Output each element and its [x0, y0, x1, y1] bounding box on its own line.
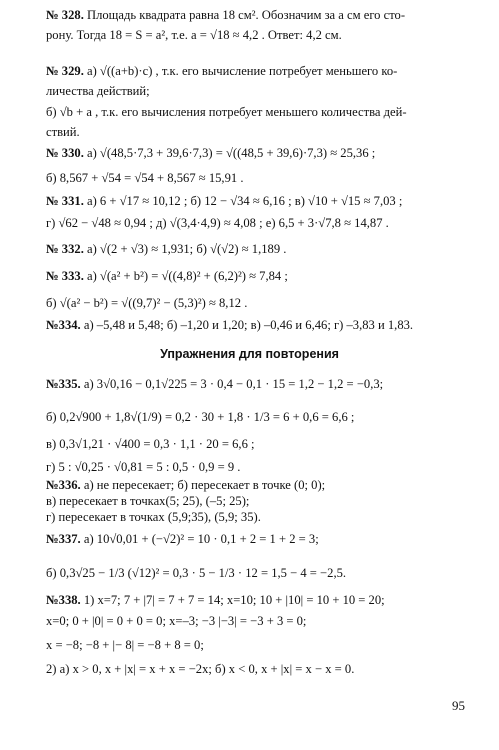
line-329-d: ствий.: [46, 125, 80, 139]
line-338-d: 2) а) x > 0, x + |x| = x + x = −2x; б) x < 0, x + |x| = x − x = 0.: [46, 662, 355, 676]
line-330-b: б) 8,567 + √54 = √54 + 8,567 ≈ 15,91 .: [46, 171, 244, 185]
line-336-c: г) пересекает в точках (5,9;35), (5,9; 35).: [46, 510, 261, 524]
section-title: Упражнения для повторения: [160, 347, 339, 361]
line-334: №334. а) –5,48 и 5,48; б) –1,20 и 1,20; в) –0,46 и 6,46; г) –3,83 и 1,83.: [46, 318, 414, 332]
line-329-a: № 329. а) √((a+b)·c) , т.к. его вычисление потребует меньшего ко-: [46, 64, 398, 78]
line-337-b: б) 0,3√25 − 1/3 (√12)² = 0,3 · 5 − 1/3 · 12 = 1,5 − 4 = −2,5.: [46, 566, 347, 580]
line-329-b: личества действий;: [46, 84, 150, 98]
line-335-b: б) 0,2√900 + 1,8√(1/9) = 0,2 · 30 + 1,8 · 1/3 = 6 + 0,6 = 6,6 ;: [46, 410, 355, 424]
line-336-b: в) пересекает в точках(5; 25), (–5; 25);: [46, 494, 250, 508]
line-328-a: № 328. Площадь квадрата равна 18 см². Обозначим за a см его сто-: [46, 8, 406, 22]
line-333-b: б) √(a² − b²) = √((9,7)² − (5,3)²) ≈ 8,12 .: [46, 296, 248, 310]
line-331-b: г) √62 − √48 ≈ 0,94 ; д) √(3,4·4,9) ≈ 4,08 ; е) 6,5 + 3·√7,8 ≈ 14,87 .: [46, 216, 389, 230]
line-335-c: в) 0,3√1,21 · √400 = 0,3 · 1,1 · 20 = 6,6 ;: [46, 437, 255, 451]
line-332: № 332. а) √(2 + √3) ≈ 1,931; б) √(√2) ≈ 1,189 .: [46, 242, 287, 256]
line-338-b: x=0; 0 + |0| = 0 + 0 = 0; x=–3; −3 |−3| = −3 + 3 = 0;: [46, 614, 307, 628]
line-335-a: №335. а) 3√0,16 − 0,1√225 = 3 · 0,4 − 0,1 · 15 = 1,2 − 1,2 = −0,3;: [46, 377, 384, 391]
line-335-d: г) 5 : √0,25 · √0,81 = 5 : 0,5 · 0,9 = 9 .: [46, 460, 241, 474]
line-336-a: №336. а) не пересекает; б) пересекает в точке (0; 0);: [46, 478, 326, 492]
line-338-a: №338. 1) x=7; 7 + |7| = 7 + 7 = 14; x=10; 10 + |10| = 10 + 10 = 20;: [46, 593, 385, 607]
page-number: 95: [452, 698, 465, 713]
line-329-c: б) √b + a , т.к. его вычисления потребует меньшего количества дей-: [46, 105, 407, 119]
line-337-a: №337. а) 10√0,01 + (−√2)² = 10 · 0,1 + 2 = 1 + 2 = 3;: [46, 532, 319, 546]
line-331-a: № 331. а) 6 + √17 ≈ 10,12 ; б) 12 − √34 ≈ 6,16 ; в) √10 + √15 ≈ 7,03 ;: [46, 194, 403, 208]
line-328-b: рону. Тогда 18 = S = a², т.е. a = √18 ≈ 4,2 . Ответ: 4,2 см.: [46, 28, 342, 42]
line-333-a: № 333. а) √(a² + b²) = √((4,8)² + (6,2)²) ≈ 7,84 ;: [46, 269, 288, 283]
line-338-c: x = −8; −8 + |− 8| = −8 + 8 = 0;: [46, 638, 204, 652]
line-330-a: № 330. а) √(48,5·7,3 + 39,6·7,3) = √((48,5 + 39,6)·7,3) ≈ 25,36 ;: [46, 146, 376, 160]
